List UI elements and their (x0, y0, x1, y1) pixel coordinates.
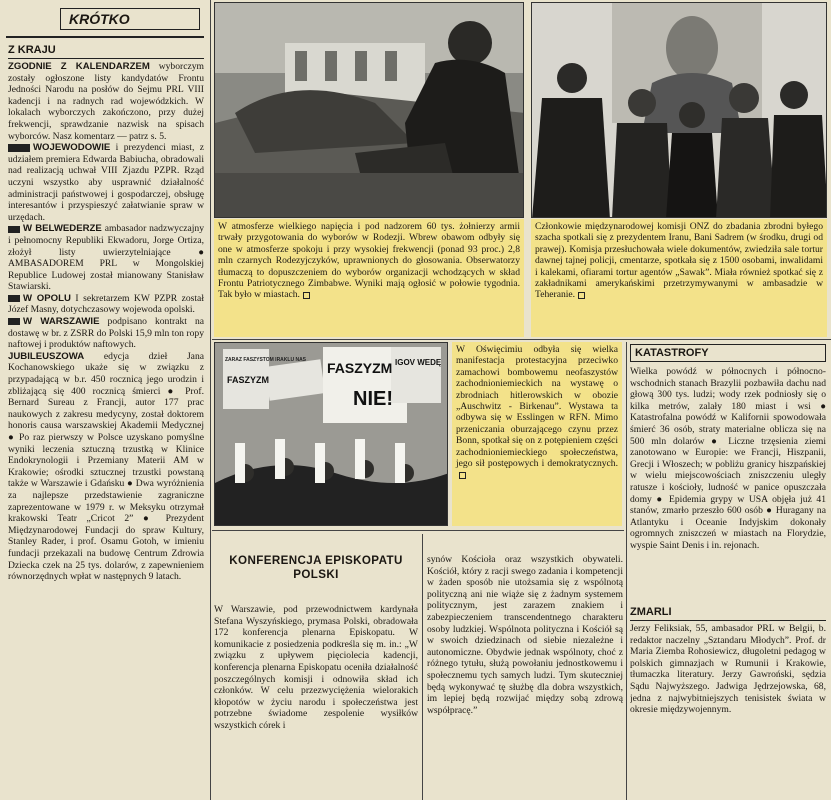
banner-small-text: ZARAZ FASZYSTOM IRAKLU NAS (225, 357, 307, 363)
episkopat-col-divider (422, 534, 423, 800)
katastrofy-text: Wielka powódź w północnych i północno-wschodnich stanach Brazylii pozbawiła dachu nad głową 300 tys. ludzi; wody rzek podniosły się o kilka metrów, zalały 180 miast i wsi ● Katastrofalna powódź w Kalifornii spowodowała śmierć 36 osób, straty materialne oblicza się na 500 mln dolarów ● Liczne trzęsienia ziemi zanotowano w Europie: we Francji, Hiszpanii, Grecji i Włoszech; w pobliżu granicy hiszpańskiej w wielu miejscowościach zniszczeniu uległy ratusze i kościoły, ludność w panice opuszczała domy ● Epidemia grypy w USA objęła już 41 stanów, zmarło przeszło 600 osób ● Huragany na Atlantyku i Oceanie Indyjskim dokonały ogromnych zniszczeń w miastach na Florydzie, wyspie Saint Denis i in. rejonach. (630, 366, 826, 551)
zmarli-text: Jerzy Feliksiak, 55, ambasador PRL w Belgii, b. redaktor naczelny „Sztandaru Młodych”. Prof. dr Maria Ziemba Rohosiewicz, długoletni pedagog w polskich gimnazjach w Rumunii i Krakowie, tłumaczka literatury. Jerzy Gawroński, sędzia Sądu Najwyższego. Jadwiga Jędrzejowska, 68, jedna z najwybitniejszych tenisistek świata w okresie międzywojennym. (630, 623, 826, 716)
kraj-para-5: W WARSZAWIE podpisano kontrakt na dostawę w br. z ZSRR do Polski 15,9 mln ton ropy naftowej i produktów naftowych. (8, 316, 204, 351)
kraj-para-1: ZGODNIE Z KALENDARZEM wyborczym zostały ogłoszone listy kandydatów Frontu Jedności Narodu na posłów do Sejmu PRL VIII kadencji i na radnych rad wojewódzkich. W lokalach wyborczych zakończono, przy dużej frekwencji, sprawdzanie nazwisk na spisach wyborców. Nasz komentarz — patrz s. 5. (8, 61, 204, 142)
banner-right-text: IGOV WEDĘ (395, 358, 442, 367)
kraj-para-2: WOJEWODOWIE i prezydenci miast, z udziałem premiera Edwarda Babiucha, obradowali nad realizacją uchwał VIII Zjazdu PZPR. Rząd uczyni wszystko aby usprawnić działalność administracji państwowej i gospodarczej, obsługę interesantów i przyspieszyć załatwianie spraw w urzędach. (8, 142, 204, 223)
section-divider (212, 339, 831, 340)
kicker-label: KRÓTKO (60, 8, 200, 30)
kraj-para-3: W BELWEDERZE ambasador nadzwyczajny i pełnomocny Republiki Ekwadoru, Jorge Ortiza, złożył listy uwierzytelniające ● AMBASADOREM PRL w Mongolskiej Republice Ludowej został mianowany Stanisław Stawiarski. (8, 223, 204, 293)
zmarli-heading: ZMARLI (630, 606, 826, 621)
photo-iran-image (532, 3, 827, 218)
photo-iran (531, 2, 827, 218)
photo-oswiecim (214, 342, 448, 526)
zmarli-section (630, 606, 826, 798)
photo-rodezja (214, 2, 524, 218)
top-rule (6, 36, 204, 38)
kraj-para-6: JUBILEUSZOWA edycja dzieł Jana Kochanowskiego ukaże się w związku z przypadającą w b.r. 450 rocznicą jego urodzin i zbliżającą się 400 rocznicą śmierci ● Prof. Bernard Sureau z Francji, autor 177 prac naukowych z zakresu medycyny, został doktorem honoris causa warszawskiej Akademii Medycznej ● Po raz pierwszy w Polsce uzyskano pomyślne wyniki leczenia sztuczną trzustką w Klinice Endokrynologii i Przemiany Materii AM w Krakowie; ośrodki sztucznej trzustki powstaną także w Warszawie i Gdańsku ● Dwa wyróżnienia za najlepsze przedstawienie zagraniczne zaprezentowane w 1979 r. w Meksyku otrzymał krakowski Teatr „Cricot 2” ● Prezydent Międzynarodowej Fundacji do spraw Kultury, Stanley Rader, i prof. Osamu Gotoh, w imieniu fundacji przekazali na budowę Centrum Zdrowia Dziecka czek na 25 tys. dolarów, z zapewnieniem równorzędnych wpłat w następnych 9 latach. (8, 350, 204, 583)
column-divider (210, 0, 211, 800)
episkopat-col-1: W Warszawie, pod przewodnictwem kardynała Stefana Wyszyńskiego, prymasa Polski, obradowała 172 konferencja plenarna Episkopatu. W komunikacie z posiedzenia podkreśla się m. in.: „W związku z upływem pięciolecia kadencji, konferencja plenarna Episkopatu oceniła działalność poszczególnych komisji i odnowiła skład ich członków. W celu przezwyciężenia wielorakich kłopotów w życiu narodu i społeczeństwa jest potrzebne świadome zespolenie wysiłków wszystkich córek i (214, 604, 418, 731)
episkopat-col-2: synów Kościoła oraz wszystkich obywateli. Kościół, który z racji swego zadania i kompetencji w żaden sposób nie utożsamia się z wspólnotą polityczną ani nie wiąże się z żadnym systemem politycznym, jest zarazem znakiem i zabezpieczeniem transcendentnego charakteru osoby ludzkiej. Wspólnota polityczna i Kościół są w swoich dziedzinach od siebie niezależne i autonomiczne. Obydwie jednak wspólnoty, choć z różnego tytułu, służą powołaniu jednostkowemu i społecznemu tych samych ludzi. Tym skuteczniej będą wykonywać tę służbę dla dobra wszystkich, im lepiej będą rozwijać między sobą zdrową współpracę.” (427, 554, 623, 716)
kraj-column (8, 44, 204, 796)
photo-oswiecim-image (215, 343, 448, 526)
banner-left-text: FASZYZM (227, 375, 269, 385)
caption-oswiecim: W Oświęcimiu odbyła się wielka manifestacja protestacyjna przeciwko zamachowi bombowemu neofaszystów zachodnioniemieckich na wystawę o zbrodniach hitlerowskich w obozie „Auschwitz - Birkenau”. Wystawa ta odbywa się w Esslingen w RFN. Mimo przeniczania oburzającego czynu przez Bonn, spotkał się on z potępieniem części zachodnioniemieckiego społeczeństwa, jego sił postępowych i demokratycznych. (452, 342, 622, 526)
banner-nie-text: NIE! (353, 388, 393, 410)
katastrofy-heading: KATASTROFY (630, 344, 826, 362)
kraj-heading: Z KRAJU (8, 44, 204, 59)
column-divider-right (626, 342, 627, 800)
caption-rodezja: W atmosferze wielkiego napięcia i pod nadzorem 60 tys. żołnierzy armii trwały przygotowania do wyborów w Rodezji. Wbrew obawom odbyły się one w atmosferze spokoju i przy wysokiej frekwencji (ponad 93 proc.) 2,8 mln czarnych Rodezyjczyków, uprawnionych do głosowania. Obserwatorzy tłumaczą to dopuszczeniem do wyborów organizacji wchodzących w skład Frontu Patriotycznego Zimbabwe. Wyniki mają ogłosić w połowie tygodnia. Tak było w miastach. (214, 219, 524, 337)
banner-center-text: FASZYZM (327, 360, 393, 376)
caption-iran: Członkowie międzynarodowej komisji ONZ do zbadania zbrodni byłego szacha spotkali się z prezydentem Iranu, Bani Sadrem (w środku, drugi od prawej). Komisja przesłuchowała wiele dokumentów, zwiedziła sale tortur dawnej tajnej policji, cmentarze, spotkała się z 1500 osobami, inwalidami i kalekami, ofiarami tortur agentów „Sawak”. Miała również spotkać się z zakładnikami amerykańskimi przetrzymywanymi w ambasadzie w Teheranie. (531, 219, 827, 337)
episkopat-title: KONFERENCJA EPISKOPATU POLSKI (229, 554, 403, 581)
kraj-para-4: W OPOLU I sekretarzem KW PZPR został Józef Masny, dotychczasowy wojewoda opolski. (8, 292, 204, 316)
episkopat-divider (212, 530, 624, 531)
photo-rodezja-image (215, 3, 524, 218)
